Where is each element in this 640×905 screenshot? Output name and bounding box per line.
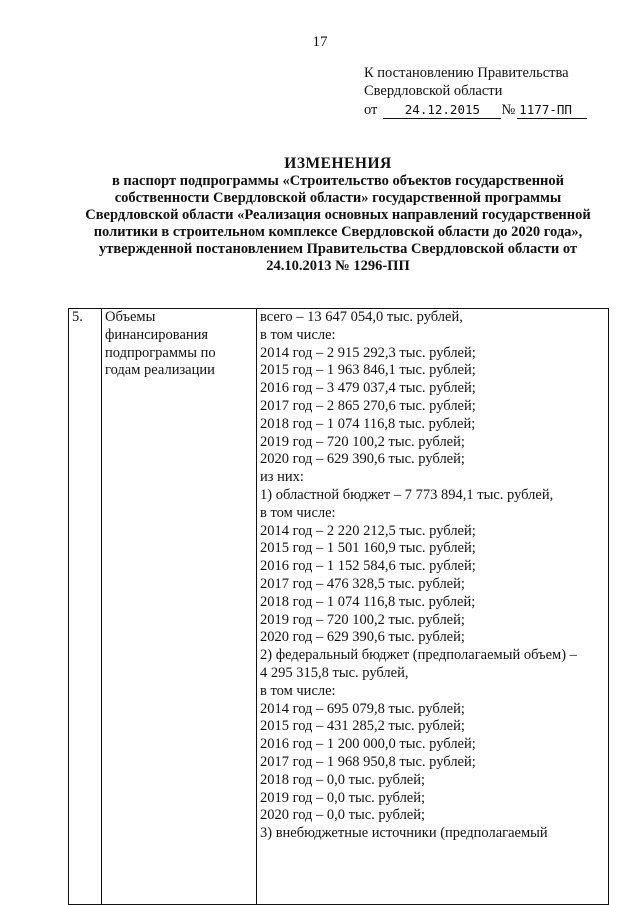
passport-table (68, 308, 609, 905)
row-value-cell (257, 309, 609, 905)
title-line: 24.10.2013 № 1296-ПП (266, 258, 410, 274)
value-line: 2017 год – 2 865 270,6 тыс. рублей; (260, 397, 476, 414)
approval-line-1: К постановлению Правительства (364, 65, 569, 81)
title-line: политики в строительном комплексе Свердловской области до 2020 года», (93, 224, 583, 240)
name-line: подпрограммы по (105, 344, 216, 361)
value-line: 4 295 315,8 тыс. рублей, (260, 664, 409, 681)
row-name-cell (102, 309, 257, 905)
value-line: 2015 год – 431 285,2 тыс. рублей; (260, 718, 465, 735)
value-line: 2020 год – 629 390,6 тыс. рублей; (260, 629, 465, 646)
value-line: 2020 год – 629 390,6 тыс. рублей; (260, 451, 465, 468)
name-line: Объемы (105, 309, 156, 325)
row-number-cell: 5. (69, 309, 102, 905)
approval-date: 24.12.2015 (383, 102, 501, 119)
value-line: 2015 год – 1 501 160,9 тыс. рублей; (260, 540, 476, 557)
title-line: в паспорт подпрограммы «Строительство объектов государственной (111, 173, 565, 189)
number-label: № (501, 102, 516, 118)
value-line: всего – 13 647 054,0 тыс. рублей, (260, 309, 463, 325)
value-line: 2016 год – 3 479 037,4 тыс. рублей; (260, 380, 476, 397)
table-row (69, 309, 609, 905)
title-line: утвержденной постановлением Правительства Свердловской области от (98, 241, 578, 257)
value-line: 2018 год – 1 074 116,8 тыс. рублей; (260, 593, 476, 610)
value-line: 2014 год – 2 220 212,5 тыс. рублей; (260, 522, 476, 539)
value-line: 2014 год – 695 079,8 тыс. рублей; (260, 700, 465, 717)
value-line: в том числе: (260, 504, 336, 521)
name-line: годам реализации (105, 362, 215, 379)
value-line: 2019 год – 720 100,2 тыс. рублей; (260, 611, 465, 628)
value-line: 2016 год – 1 152 584,6 тыс. рублей; (260, 558, 476, 575)
name-line: финансирования (105, 326, 209, 343)
value-line: из них: (260, 469, 304, 486)
value-line: 2019 год – 720 100,2 тыс. рублей; (260, 433, 465, 450)
value-line: в том числе: (260, 326, 336, 343)
value-line: 2) федеральный бюджет (предполагаемый объем) – (260, 647, 577, 664)
approval-stamp (364, 64, 587, 119)
value-line: 2016 год – 1 200 000,0 тыс. рублей; (260, 736, 476, 753)
value-line: 2017 год – 476 328,5 тыс. рублей; (260, 575, 465, 592)
from-label: от (364, 102, 378, 118)
title-line: Свердловской области «Реализация основных направлений государственной (85, 207, 591, 223)
value-line: 2019 год – 0,0 тыс. рублей; (260, 789, 426, 806)
approval-date-line (364, 101, 587, 119)
title-heading: ИЗМЕНЕНИЯ (284, 155, 392, 172)
value-line: в том числе: (260, 682, 336, 699)
value-line: 3) внебюджетные источники (предполагаемый (260, 825, 548, 842)
value-line: 2015 год – 1 963 846,1 тыс. рублей; (260, 362, 476, 379)
value-line: 2017 год – 1 968 950,8 тыс. рублей; (260, 753, 476, 770)
value-line: 2020 год – 0,0 тыс. рублей; (260, 807, 426, 824)
page-number: 17 (312, 34, 328, 50)
approval-line-2: Свердловской области (364, 83, 503, 99)
value-line: 2018 год – 0,0 тыс. рублей; (260, 771, 426, 788)
title-line: собственности Свердловской области» государственной программы (114, 190, 562, 206)
approval-number: 1177-ПП (517, 102, 587, 119)
value-line: 2014 год – 2 915 292,3 тыс. рублей; (260, 344, 476, 361)
value-line: 1) областной бюджет – 7 773 894,1 тыс. рублей, (260, 486, 554, 503)
value-line: 2018 год – 1 074 116,8 тыс. рублей; (260, 415, 476, 432)
document-title (60, 155, 616, 275)
